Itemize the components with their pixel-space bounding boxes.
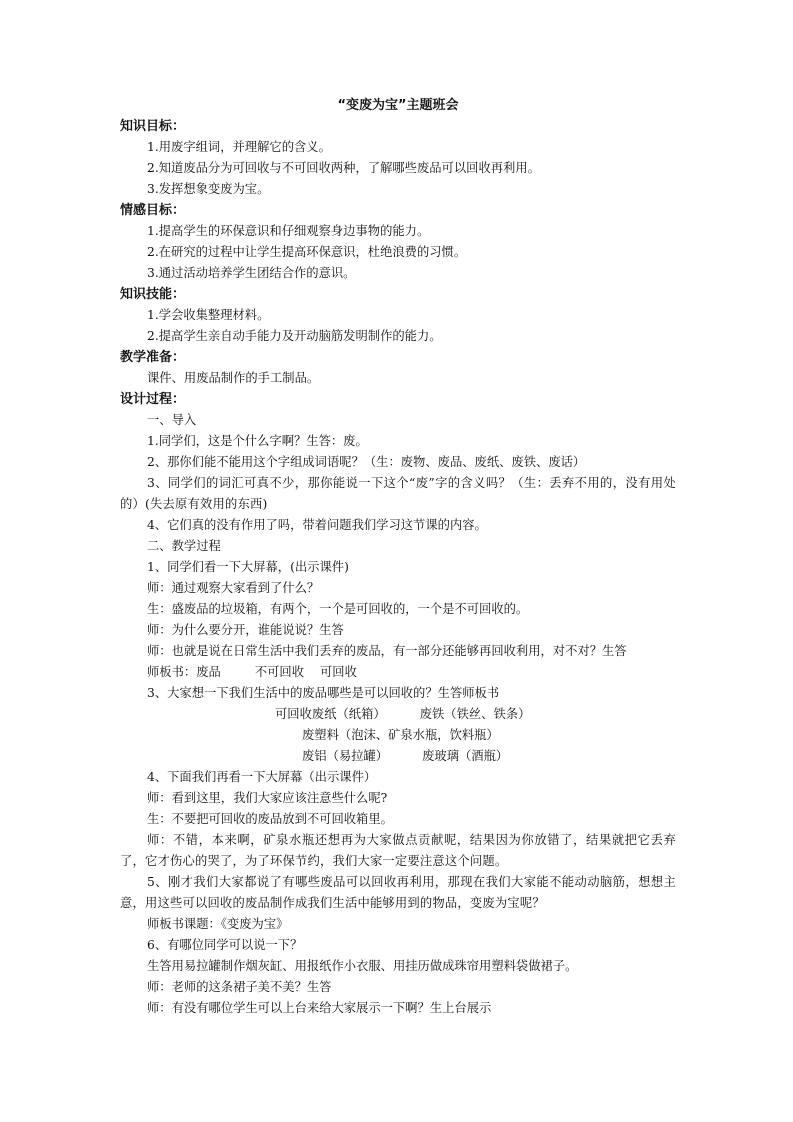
section-process-heading: 二、教学过程	[147, 539, 221, 553]
dialogue-line: 师：也就是说在日常生活中我们丢弃的废品，有一部分还能够再回收利用，对不对？生答	[147, 644, 627, 658]
list-item: 1.学会收集整理材料。	[147, 308, 270, 322]
board-text: 师板书：废品	[147, 665, 221, 679]
board-text: 废铝（易拉罐）	[302, 749, 389, 763]
paragraph: 1.同学们，这是个什么字啊？生答：废。	[147, 434, 368, 448]
section-intro-heading: 一、导入	[147, 413, 197, 427]
document-page	[120, 96, 676, 1019]
dialogue-line: 师：不错，本来啊，矿泉水瓶还想再为大家做点贡献呢，结果因为你放错了，结果就把它丢弃了，它才伤心的哭了，为了环保节约，我们大家一定要注意这个问题。	[120, 833, 676, 868]
board-list-row	[120, 746, 676, 767]
list-item: 1.提高学生的环保意识和仔细观察身边事物的能力。	[147, 224, 430, 238]
list-item: 2.提高学生亲自动手能力及开动脑筋发明制作的能力。	[147, 329, 442, 343]
document-title: “变废为宝”主题班会	[337, 98, 459, 113]
list-item: 3.发挥想象变废为宝。	[147, 182, 270, 196]
paragraph: 3、同学们的词汇可真不少，那你能说一下这个“废”字的含义吗？（生：丢弃不用的，没有用处的）(失去原有效用的东西)	[120, 476, 676, 511]
dialogue-line: 师：老师的这条裙子美不美？生答	[147, 980, 332, 994]
dialogue-line: 师：为什么要分开，谁能说说？生答	[147, 623, 344, 637]
paragraph: 3、大家想一下我们生活中的废品哪些是可以回收的？生答师板书	[147, 686, 500, 700]
list-item: 2.知道废品分为可回收与不可回收两种，了解哪些废品可以回收再利用。	[147, 161, 540, 175]
dialogue-line: 师：有没有哪位学生可以上台来给大家展示一下啊？生上台展示	[147, 1001, 492, 1015]
board-text: 可回收废纸（纸箱）	[275, 707, 386, 721]
heading-design-process: 设计过程：	[120, 392, 186, 407]
paragraph: 4、下面我们再看一下大屏幕（出示课件）	[147, 770, 377, 784]
list-item: 1.用废字组词，并理解它的含义。	[147, 140, 331, 154]
board-list-row	[120, 704, 676, 725]
paragraph: 4、它们真的没有作用了吗，带着问题我们学习这节课的内容。	[147, 518, 487, 532]
heading-knowledge-goals: 知识目标：	[120, 119, 186, 134]
paragraph: 5、刚才我们大家都说了有哪些废品可以回收再利用，那现在我们大家能不能动动脑筋，想想主意，用这些可以回收的废品制作成我们生活中能够用到的物品，变废为宝呢？	[120, 875, 676, 910]
dialogue-line: 生：盛废品的垃圾箱，有两个，一个是可回收的，一个是不可回收的。	[147, 602, 529, 616]
list-item: 3.通过活动培养学生团结合作的意识。	[147, 266, 356, 280]
paragraph: 6、有哪位同学可以说一下？	[147, 938, 303, 952]
heading-emotional-goals: 情感目标：	[120, 203, 186, 218]
paragraph: 生答用易拉罐制作烟灰缸、用报纸作小衣服、用挂历做成珠帘用塑料袋做裙子。	[147, 959, 578, 973]
list-item: 课件、用废品制作的手工制品。	[147, 371, 320, 385]
paragraph: 1、同学们看一下大屏幕，(出示课件)	[147, 560, 349, 574]
dialogue-line: 生：不要把可回收的废品放到不可回收箱里。	[147, 812, 393, 826]
board-text: 废铁（铁丝、铁条）	[419, 707, 531, 721]
dialogue-line: 师：通过观察大家看到了什么？	[147, 581, 320, 595]
board-writing	[120, 662, 676, 683]
board-text: 废玻璃（酒瓶）	[422, 749, 509, 763]
heading-knowledge-skills: 知识技能：	[120, 287, 186, 302]
dialogue-line: 师：看到这里，我们大家应该注意些什么呢?	[147, 791, 388, 805]
list-item: 2.在研究的过程中让学生提高环保意识，杜绝浪费的习惯。	[147, 245, 467, 259]
board-writing: 师板书课题：《变废为宝》	[147, 917, 289, 931]
heading-teaching-prep: 教学准备：	[120, 350, 186, 365]
paragraph: 2、那你们能不能用这个字组成词语呢？（生：废物、废品、废纸、废铁、废话）	[147, 455, 586, 469]
board-text: 可回收	[320, 665, 357, 679]
board-text: 不可回收	[254, 665, 304, 679]
board-list-row: 废塑料（泡沫、矿泉水瓶，饮料瓶）	[302, 728, 499, 742]
